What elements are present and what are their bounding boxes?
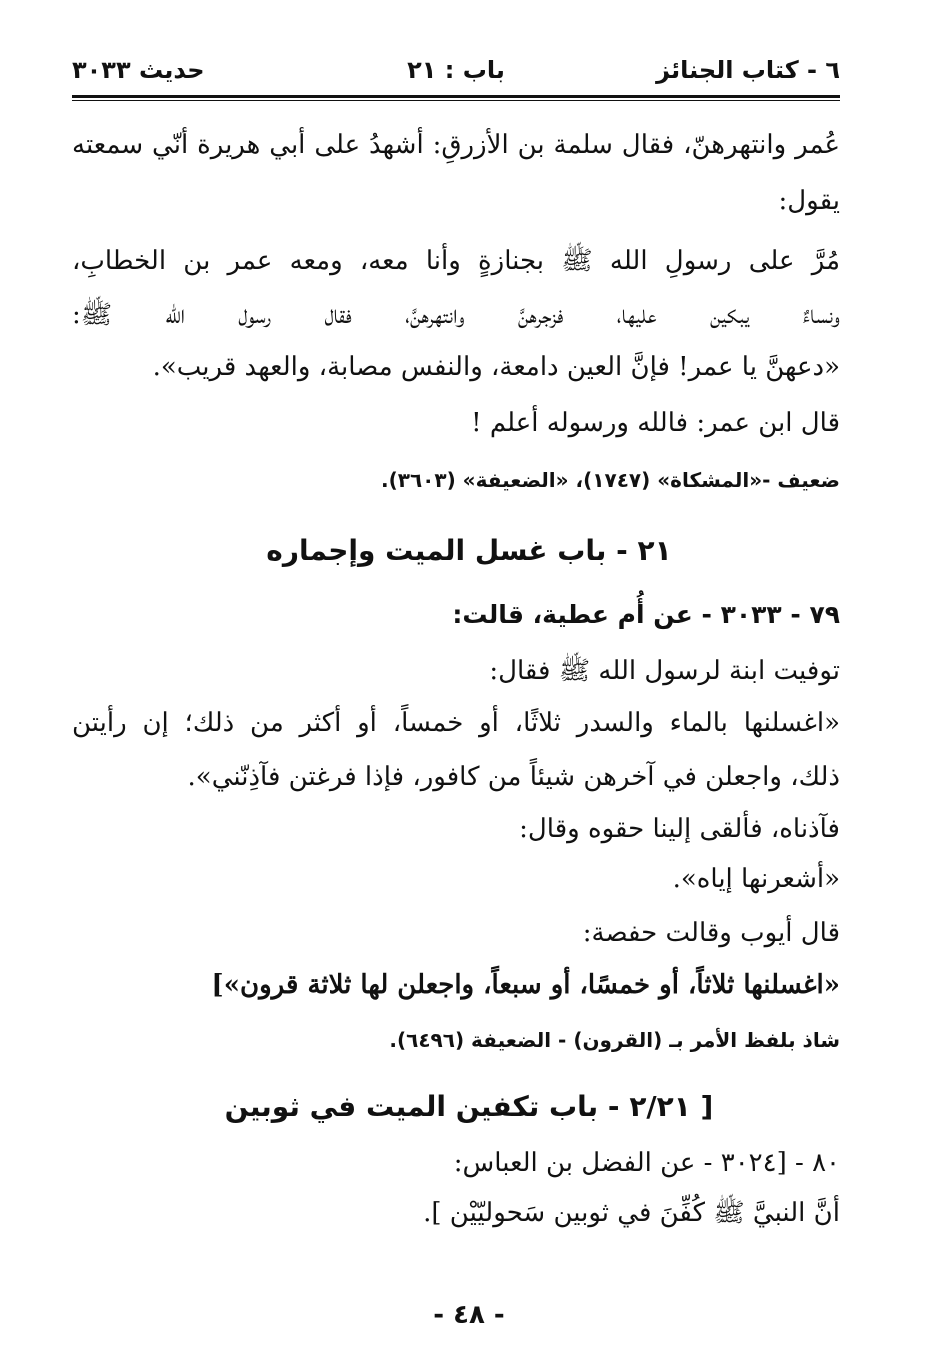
- section-heading: [ ٢/٢١ - باب تكفين الميت في ثوبين: [224, 1090, 714, 1123]
- hadith-number: حديث ٣٠٣٣: [72, 56, 205, 84]
- text-line: «دعهنَّ يا عمر! فإنَّ العين دامعة، والنفس مصابة، والعهد قريب».: [152, 352, 840, 382]
- text-line: «اغسلنها بالماء والسدر ثلاثًا، أو خمساً، أو أكثر من ذلك؛ إن رأيتن: [72, 708, 840, 738]
- page-number: - ٤٨ -: [433, 1300, 505, 1330]
- text-line: «أشعرنها إياه».: [672, 864, 840, 894]
- header-rule-thick: [72, 95, 840, 98]
- section-heading: ٢١ - باب غسل الميت وإجماره: [266, 534, 672, 567]
- text-line: ونساءٌ يبكين عليها، فزجرهنَّ وانتهرهنَّ، فقال رسول الله ﷺ:: [72, 300, 840, 330]
- text-line: قال ابن عمر: فالله ورسوله أعلم !: [471, 408, 840, 438]
- text-line: فآذناه، فألقى إلينا حقوه وقال:: [519, 814, 840, 844]
- text-line: توفيت ابنة لرسول الله ﷺ فقال:: [489, 656, 840, 686]
- text-line: ذلك، واجعلن في آخرهن شيئاً من كافور، فإذا فرغتن فآذِنّني».: [187, 762, 840, 792]
- text-line: «اغسلنها ثلاثاً، أو خمسًا، أو سبعاً، واجعلن لها ثلاثة قرون»]: [211, 970, 840, 1000]
- hadith-heading: ٨٠ - [٣٠٢٤ - عن الفضل بن العباس:: [453, 1148, 840, 1178]
- text-line: قال أيوب وقالت حفصة:: [582, 918, 840, 948]
- header-rule-thin: [72, 100, 840, 101]
- running-header: [72, 56, 840, 96]
- chapter-title: ٦ - كتاب الجنائز: [656, 56, 840, 84]
- grading-note: ضعيف -«المشكاة» (١٧٤٧)، «الضعيفة» (٣٦٠٣).: [381, 468, 840, 492]
- text-line: أنَّ النبيَّ ﷺ كُفِّنَ في ثوبين سَحوليّيْن ].: [423, 1198, 840, 1228]
- text-line: مُرَّ على رسولِ الله ﷺ بجنازةٍ وأنا معه، ومعه عمر بن الخطابِ،: [72, 246, 840, 276]
- text-line: عُمر وانتهرهنّ، فقال سلمة بن الأزرقِ: أشهدُ على أبي هريرة أنّي سمعته: [72, 130, 840, 160]
- bab-number: باب : ٢١: [407, 56, 505, 84]
- text-line: يقول:: [778, 186, 840, 216]
- hadith-heading: ٧٩ - ٣٠٣٣ - عن أُم عطية، قالت:: [452, 600, 840, 629]
- grading-note: شاذ بلفظ الأمر بـ (القرون) - الضعيفة (٦٤٩٦).: [389, 1028, 840, 1052]
